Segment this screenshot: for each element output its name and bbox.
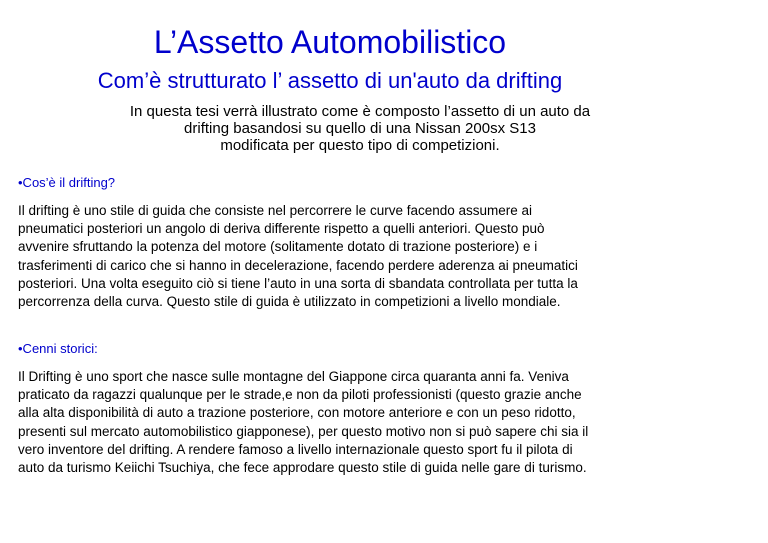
intro-line: In questa tesi verrà illustrato come è composto l’assetto di un auto da [129, 103, 591, 120]
body-line: presenti sul mercato automobilistico giapponese), per questo motivo non si può sapere chi sia il [18, 423, 589, 439]
body-line: Il Drifting è uno sport che nasce sulle montagne del Giappone circa quaranta anni fa. Veniva [18, 369, 569, 384]
section-heading-history: •Cenni storici: [18, 341, 98, 356]
page-title: L’Assetto Automobilistico [153, 24, 507, 60]
body-line: auto da turismo Keiichi Tsuchiya, che fece approdare questo stile di guida nelle gare di turismo. [18, 460, 587, 476]
body-line: avvenire sfruttando la potenza del motore (solitamente dotato di trazione posteriore) e i [18, 239, 538, 255]
page-subtitle: Com’è strutturato l’ assetto di un'auto da drifting [97, 68, 563, 93]
intro-paragraph [60, 103, 660, 154]
body-line: posteriori. Una volta eseguito ciò si tiene l’auto in una sorta di sbandata controllata per tutta la [18, 275, 578, 291]
body-line: pneumatici posteriori un angolo di deriva differente rispetto a quelli anteriori. Questo può [18, 221, 545, 237]
intro-line: drifting basandosi su quello di una Nissan 200sx S13 [184, 120, 536, 137]
section-body-drifting [18, 202, 758, 311]
intro-line: modificata per questo tipo di competizioni. [220, 137, 500, 154]
body-line: percorrenza della curva. Questo stile di guida è utilizzato in competizioni a livello mondiale. [18, 294, 561, 310]
body-line: praticato da ragazzi qualunque per le strade,e non da piloti professionisti (questo grazie anche [18, 387, 582, 403]
body-line: Il drifting è uno stile di guida che consiste nel percorrere le curve facendo assumere ai [18, 203, 533, 218]
section-heading-drifting: •Cos’è il drifting? [18, 175, 116, 190]
body-line: trasferimenti di carico che si hanno in decelerazione, facendo perdere aderenza ai pneumatici [18, 257, 578, 273]
section-body-history [18, 368, 758, 477]
body-line: vero inventore del drifting. A rendere famoso a livello internazionale questo sport fu il pilota di [18, 441, 573, 457]
body-line: alla alta disponibilità di auto a trazione posteriore, con motore anteriore e con un peso ridotto, [18, 405, 576, 421]
